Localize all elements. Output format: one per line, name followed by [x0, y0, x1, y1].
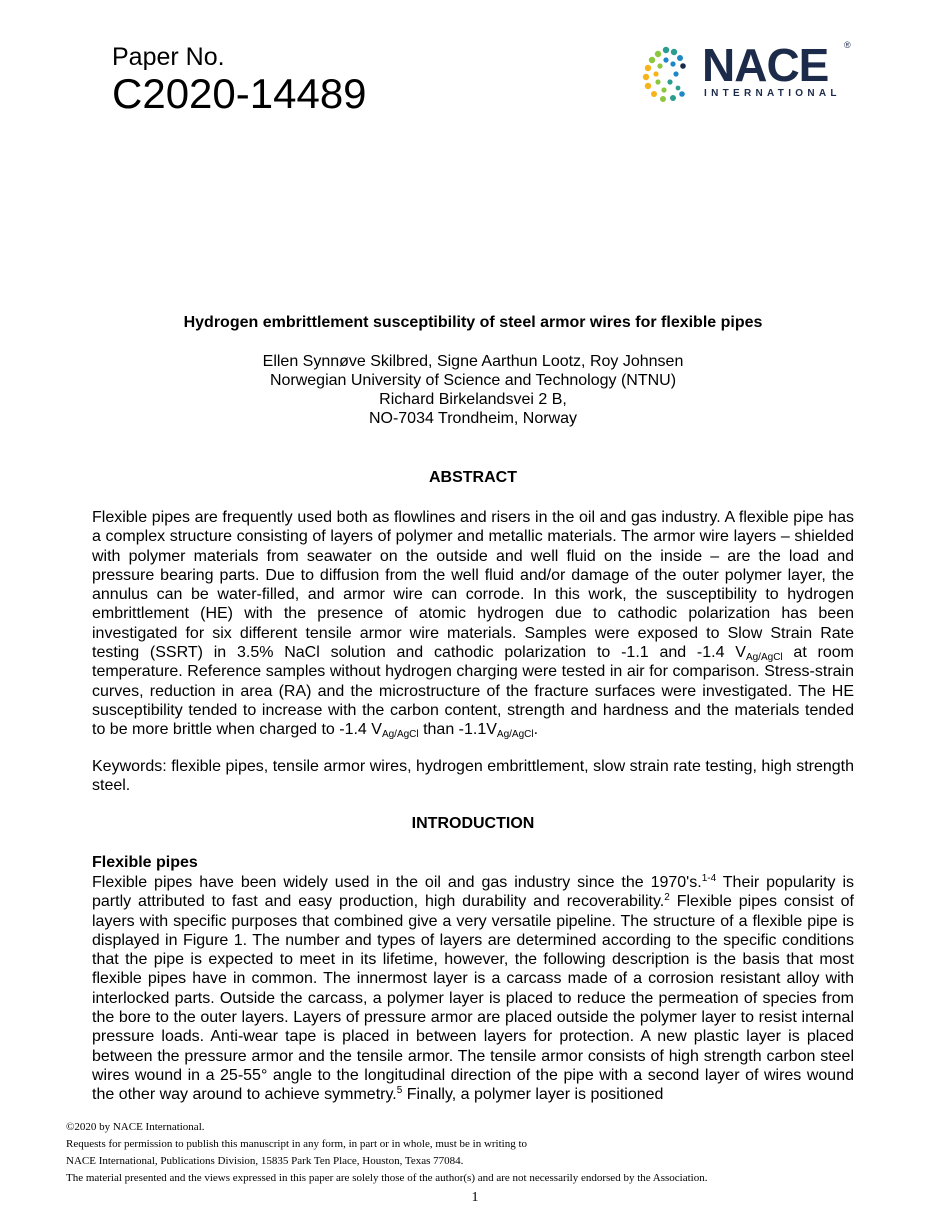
paper-title: Hydrogen embrittlement susceptibility of steel armor wires for flexible pipes: [183, 314, 763, 331]
author-names: Ellen Synnøve Skilbred, Signe Aarthun Lootz, Roy Johnsen: [262, 353, 684, 370]
logo-brand: NACE: [702, 39, 829, 91]
section-subheading: Flexible pipes: [92, 854, 198, 871]
keywords-text: Keywords: flexible pipes, tensile armor wires, hydrogen embrittlement, slow strain rate testing, high strength steel.: [92, 758, 854, 795]
footer-permission-line: Requests for permission to publish this manuscript in any form, in part or in whole, must be in writing to: [66, 1138, 528, 1150]
footer-address-line: NACE International, Publications Division, 15835 Park Ten Place, Houston, Texas 77084.: [66, 1155, 464, 1167]
author-affiliation: Norwegian University of Science and Technology (NTNU): [269, 372, 677, 389]
logo-registered-mark: ®: [844, 40, 851, 50]
copyright-footer: [66, 1119, 886, 1187]
logo-subtitle: INTERNATIONAL: [704, 88, 841, 99]
nace-logo: [636, 39, 856, 104]
footer-disclaimer: The material presented and the views expressed in this paper are solely those of the author(s) and are not necessarily endorsed by the Association.: [66, 1172, 708, 1184]
author-address-line2: NO-7034 Trondheim, Norway: [368, 410, 578, 427]
page-number: 1: [471, 1190, 479, 1205]
paper-number: C2020-14489: [112, 70, 367, 117]
paper-number-block: [112, 42, 367, 118]
author-block: [92, 352, 854, 428]
author-address-line1: Richard Birkelandsvei 2 B,: [379, 391, 567, 408]
abstract-text: Flexible pipes are frequently used both as flowlines and risers in the oil and gas industry. A flexible pipe has a complex structure consisting of layers of polymer and metallic materials. The armor wire layers – shielded with polymer materials from seawater on the outside and well fluid on the inside – are the load and pressure bearing parts. Due to diffusion from the well fluid and/or damage of the outer polymer layer, the annulus can be water-filled, and armor wire can corrode. In this work, the susceptibility to hydrogen embrittlement (HE) with the presence of atomic hydrogen due to cathodic polarization has been investigated for six different tensile armor wire materials. Samples were exposed to Slow Strain Rate testing (SSRT) in 3.5% NaCl solution and cathodic polarization to -1.1 and -1.4 $V_{Ag/AgCl}$ at room temperature. Reference samples without hydrogen charging were tested in air for comparison. Stress-strain curves, reduction in area (RA) and the microstructure of the fracture surfaces were investigated. The HE susceptibility tended to increase with the carbon content, strength and hardness and the materials tended to be more brittle when charged to -1.4 $V_{Ag/AgCl}$ than $-1.1V_{Ag/AgCl}$.: [92, 509, 855, 741]
paper-number-label: Paper No.: [112, 43, 225, 71]
introduction-heading: INTRODUCTION: [411, 815, 535, 832]
footer-copyright: ©2020 by NACE International.: [66, 1121, 205, 1133]
abstract-heading: ABSTRACT: [429, 469, 517, 486]
introduction-text: Flexible pipes have been widely used in the oil and gas industry since the 1970's.$^{1-4}$ Their popularity is partly attributed to fast and easy production, high durability and recoverability.$^2$ Flexible pipes consist of layers with specific purposes that combined give a very versatile pipeline. The structure of a flexible pipe is displayed in Figure 1. The number and types of layers are determined according to the specific conditions that the pipe is expected to meet in its lifetime, however, the following description is the basis that most flexible pipes have in common. The innermost layer is a carcass made of a corrosion resistant alloy with interlocked parts. Outside the carcass, a polymer layer is placed to reduce the permeation of species from the bore to the outer layers. Layers of pressure armor are placed outside the polymer layer to resist internal pressure loads. Anti-wear tape is placed in between layers for protection. A new plastic layer is placed between the pressure armor and the tensile armor. The tensile armor consists of high strength carbon steel wires wound in a 25-55° angle to the longitudinal direction of the pipe with a second layer of wires wound the other way around to achieve symmetry.$^5$ Finally, a polymer layer is positioned: [92, 873, 855, 1104]
nace-swirl-logo-icon: [636, 44, 698, 104]
